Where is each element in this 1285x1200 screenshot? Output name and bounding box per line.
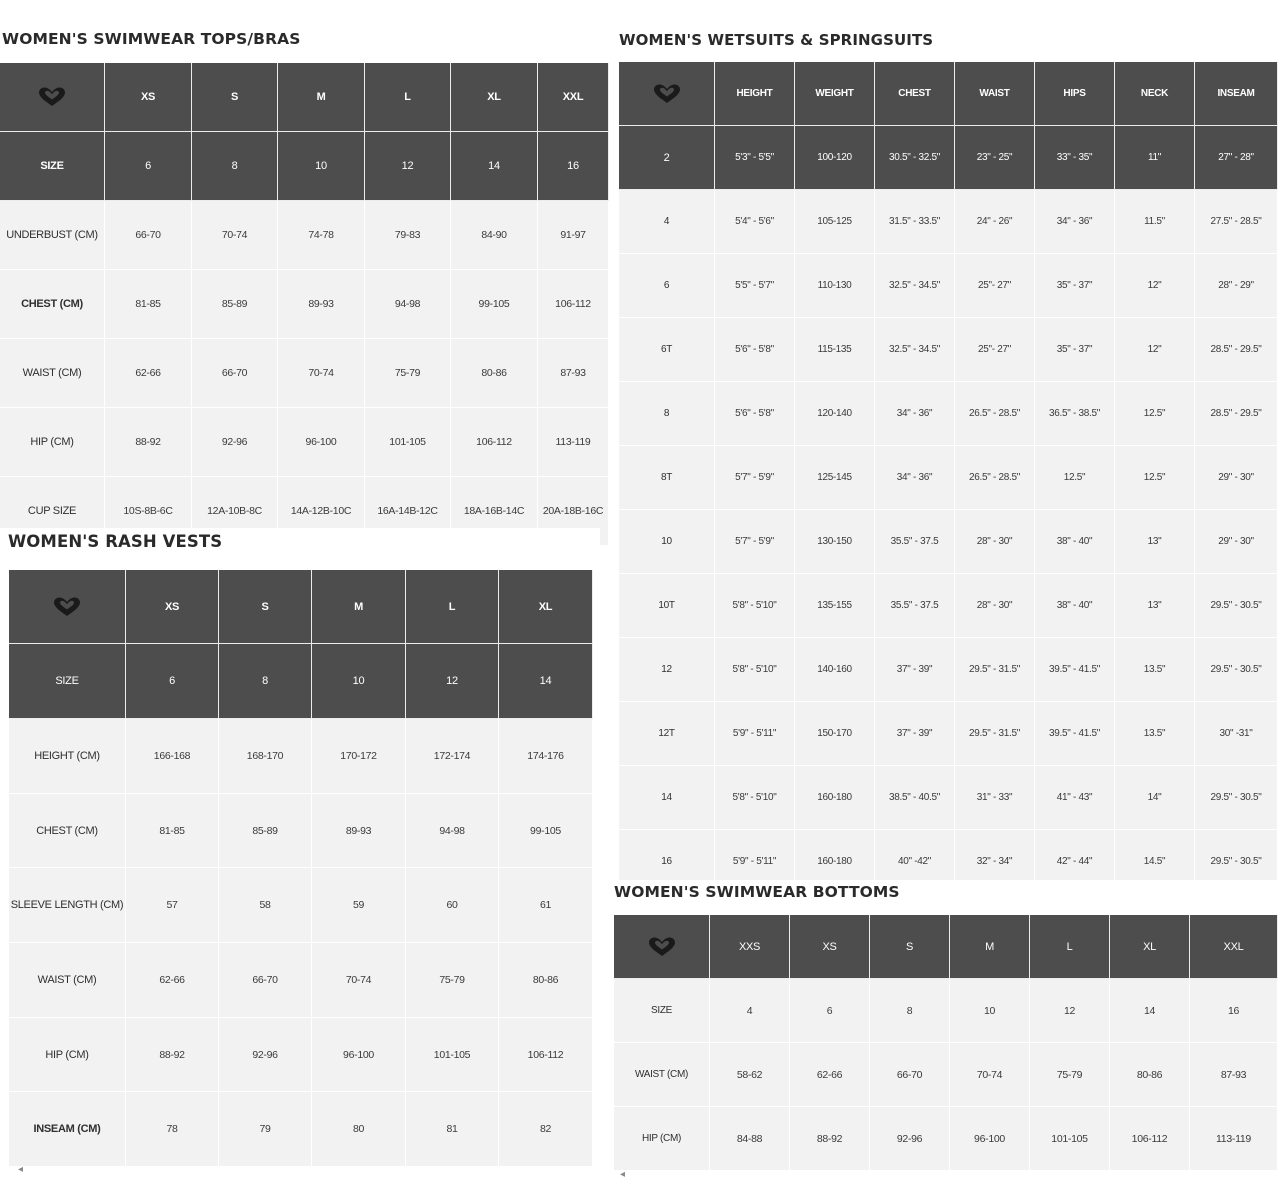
- table-cell: 39.5" - 41.5": [1035, 702, 1115, 766]
- rash-panel: [0, 528, 600, 1183]
- wetsuits-header-cell: INSEAM: [1195, 62, 1278, 126]
- table-cell: 94-98: [365, 270, 451, 339]
- table-cell: 85-89: [219, 794, 312, 868]
- table-cell: 35.5" - 37.5: [875, 510, 955, 574]
- table-cell: 14: [451, 132, 538, 201]
- table-cell: 87-93: [1190, 1043, 1278, 1107]
- table-cell: 135-155: [795, 574, 875, 638]
- table-cell: 57: [126, 868, 219, 943]
- table-cell: 81-85: [126, 794, 219, 868]
- wetsuits-header-cell: HIPS: [1035, 62, 1115, 126]
- bottoms-panel: [610, 880, 1285, 1180]
- table-row: [0, 270, 609, 339]
- bottoms-title: WOMEN'S SWIMWEAR BOTTOMS: [614, 883, 900, 901]
- row-label: UNDERBUST (CM): [0, 201, 105, 270]
- table-cell: 62-66: [790, 1043, 870, 1107]
- table-cell: 26.5" - 28.5": [955, 382, 1035, 446]
- table-cell: 166-168: [126, 719, 219, 794]
- roxy-logo-icon: [9, 570, 126, 644]
- table-cell: 12: [365, 132, 451, 201]
- table-row: [9, 794, 593, 868]
- table-cell: 80-86: [499, 943, 593, 1018]
- table-cell: 6: [126, 644, 219, 719]
- table-cell: 6: [105, 132, 192, 201]
- table-cell: 66-70: [219, 943, 312, 1018]
- table-cell: 10: [278, 132, 365, 201]
- table-cell: 10: [950, 979, 1030, 1043]
- bottoms-header-cell: XL: [1110, 915, 1190, 979]
- table-row: [9, 943, 593, 1018]
- table-row: [614, 1043, 1278, 1107]
- tops-header-cell: M: [278, 63, 365, 132]
- table-cell: 14.5": [1115, 830, 1195, 894]
- table-row: [619, 638, 1278, 702]
- row-label: 12T: [619, 702, 715, 766]
- table-cell: 4: [710, 979, 790, 1043]
- table-row: [9, 719, 593, 794]
- tops-size-row: [0, 132, 609, 201]
- table-cell: 38.5" - 40.5": [875, 766, 955, 830]
- tops-panel: [0, 28, 610, 543]
- table-cell: 75-79: [365, 339, 451, 408]
- table-cell: 62-66: [105, 339, 192, 408]
- row-label: HIP (CM): [0, 408, 105, 477]
- table-cell: 38" - 40": [1035, 574, 1115, 638]
- rash-header-cell: XL: [499, 570, 593, 644]
- bottoms-header-cell: S: [870, 915, 950, 979]
- table-cell: 88-92: [126, 1018, 219, 1092]
- table-row: [619, 702, 1278, 766]
- table-cell: 11": [1115, 126, 1195, 190]
- table-cell: 79-83: [365, 201, 451, 270]
- table-cell: 110-130: [795, 254, 875, 318]
- table-cell: 99-105: [499, 794, 593, 868]
- table-cell: 34" - 36": [875, 382, 955, 446]
- bottoms-header-cell: L: [1030, 915, 1110, 979]
- rash-header-cell: M: [312, 570, 406, 644]
- table-row: [0, 408, 609, 477]
- table-cell: 5'7" - 5'9": [715, 446, 795, 510]
- table-cell: 160-180: [795, 830, 875, 894]
- table-cell: 28" - 29": [1195, 254, 1278, 318]
- table-cell: 75-79: [406, 943, 499, 1018]
- table-cell: 8: [219, 644, 312, 719]
- table-cell: 31.5" - 33.5": [875, 190, 955, 254]
- table-cell: 13.5": [1115, 702, 1195, 766]
- table-cell: 12.5": [1115, 446, 1195, 510]
- table-cell: 70-74: [312, 943, 406, 1018]
- table-cell: 78: [126, 1092, 219, 1167]
- tops-header-cell: XL: [451, 63, 538, 132]
- table-cell: 10: [312, 644, 406, 719]
- table-row: [619, 318, 1278, 382]
- table-cell: 23" - 25": [955, 126, 1035, 190]
- table-cell: 172-174: [406, 719, 499, 794]
- table-cell: 12: [406, 644, 499, 719]
- wetsuits-body: [619, 190, 1278, 894]
- table-cell: 5'4" - 5'6": [715, 190, 795, 254]
- table-cell: 20A-18B-16C: [538, 477, 609, 546]
- wetsuits-size-2-row: [619, 126, 1278, 190]
- table-cell: 34" - 36": [875, 446, 955, 510]
- row-label: 6T: [619, 318, 715, 382]
- table-cell: 13": [1115, 574, 1195, 638]
- table-cell: 29.5" - 31.5": [955, 702, 1035, 766]
- table-cell: 18A-16B-14C: [451, 477, 538, 546]
- tops-header-cell: L: [365, 63, 451, 132]
- table-cell: 14": [1115, 766, 1195, 830]
- table-cell: 8: [192, 132, 278, 201]
- table-cell: 113-119: [538, 408, 609, 477]
- table-row: [619, 190, 1278, 254]
- table-cell: 5'9" - 5'11": [715, 830, 795, 894]
- wetsuits-header-cell: HEIGHT: [715, 62, 795, 126]
- table-cell: 100-120: [795, 126, 875, 190]
- table-row: [614, 979, 1278, 1043]
- table-cell: 91-97: [538, 201, 609, 270]
- table-cell: 5'6" - 5'8": [715, 382, 795, 446]
- rash-title: WOMEN'S RASH VESTS: [8, 532, 223, 551]
- table-cell: 85-89: [192, 270, 278, 339]
- row-label: 10: [619, 510, 715, 574]
- tops-size-label: SIZE: [0, 132, 105, 201]
- table-cell: 35" - 37": [1035, 318, 1115, 382]
- tops-table: [0, 63, 609, 546]
- table-cell: 39.5" - 41.5": [1035, 638, 1115, 702]
- table-cell: 30" -31": [1195, 702, 1278, 766]
- table-cell: 130-150: [795, 510, 875, 574]
- row-label: WAIST (CM): [0, 339, 105, 408]
- table-cell: 92-96: [219, 1018, 312, 1092]
- table-cell: 14: [1110, 979, 1190, 1043]
- table-cell: 16A-14B-12C: [365, 477, 451, 546]
- tops-header-cell: S: [192, 63, 278, 132]
- table-cell: 38" - 40": [1035, 510, 1115, 574]
- table-cell: 33" - 35": [1035, 126, 1115, 190]
- wetsuits-panel: [614, 28, 1285, 878]
- tops-header-cell: XS: [105, 63, 192, 132]
- table-cell: 115-135: [795, 318, 875, 382]
- wetsuits-title: WOMEN'S WETSUITS & SPRINGSUITS: [619, 31, 934, 49]
- row-label: 6: [619, 254, 715, 318]
- row-label: INSEAM (CM): [9, 1092, 126, 1167]
- table-cell: 14A-12B-10C: [278, 477, 365, 546]
- row-label: 2: [619, 126, 715, 190]
- table-cell: 34" - 36": [1035, 190, 1115, 254]
- table-cell: 16: [1190, 979, 1278, 1043]
- table-cell: 174-176: [499, 719, 593, 794]
- bottoms-header-cell: XXL: [1190, 915, 1278, 979]
- rash-header-cell: XS: [126, 570, 219, 644]
- table-cell: 29" - 30": [1195, 510, 1278, 574]
- wetsuits-header-cell: CHEST: [875, 62, 955, 126]
- table-cell: 94-98: [406, 794, 499, 868]
- row-label: HIP (CM): [9, 1018, 126, 1092]
- tops-header-cell: XXL: [538, 63, 609, 132]
- table-row: [9, 1092, 593, 1167]
- rash-size-row: [9, 644, 593, 719]
- table-row: [614, 1107, 1278, 1171]
- table-row: [9, 1018, 593, 1092]
- table-cell: 61: [499, 868, 593, 943]
- table-cell: 26.5" - 28.5": [955, 446, 1035, 510]
- table-cell: 5'5" - 5'7": [715, 254, 795, 318]
- table-cell: 58-62: [710, 1043, 790, 1107]
- tops-title: WOMEN'S SWIMWEAR TOPS/BRAS: [2, 30, 301, 48]
- table-cell: 5'7" - 5'9": [715, 510, 795, 574]
- table-cell: 31" - 33": [955, 766, 1035, 830]
- table-cell: 8: [870, 979, 950, 1043]
- table-cell: 29.5" - 30.5": [1195, 830, 1278, 894]
- table-cell: 101-105: [1030, 1107, 1110, 1171]
- table-cell: 28.5" - 29.5": [1195, 382, 1278, 446]
- row-label: SLEEVE LENGTH (CM): [9, 868, 126, 943]
- table-cell: 14: [499, 644, 593, 719]
- table-row: [619, 382, 1278, 446]
- table-cell: 80-86: [451, 339, 538, 408]
- table-cell: 5'9" - 5'11": [715, 702, 795, 766]
- table-cell: 30.5" - 32.5": [875, 126, 955, 190]
- table-cell: 106-112: [1110, 1107, 1190, 1171]
- table-cell: 28" - 30": [955, 574, 1035, 638]
- table-row: [619, 766, 1278, 830]
- table-cell: 80: [312, 1092, 406, 1167]
- table-cell: 99-105: [451, 270, 538, 339]
- table-cell: 32.5" - 34.5": [875, 318, 955, 382]
- table-cell: 60: [406, 868, 499, 943]
- table-cell: 96-100: [278, 408, 365, 477]
- table-cell: 12.5": [1035, 446, 1115, 510]
- table-cell: 92-96: [192, 408, 278, 477]
- table-cell: 12": [1115, 318, 1195, 382]
- table-cell: 88-92: [790, 1107, 870, 1171]
- table-cell: 66-70: [192, 339, 278, 408]
- tops-header-row: [0, 63, 609, 132]
- table-row: [0, 201, 609, 270]
- table-cell: 12: [1030, 979, 1110, 1043]
- wetsuits-header-cell: WAIST: [955, 62, 1035, 126]
- row-label: 16: [619, 830, 715, 894]
- wetsuits-header-cell: NECK: [1115, 62, 1195, 126]
- wetsuits-table: [619, 62, 1278, 894]
- table-cell: 82: [499, 1092, 593, 1167]
- scroll-tick-mark: ◂: [18, 1164, 24, 1175]
- row-label: WAIST (CM): [614, 1043, 710, 1107]
- table-cell: 105-125: [795, 190, 875, 254]
- row-label: 10T: [619, 574, 715, 638]
- table-cell: 13.5": [1115, 638, 1195, 702]
- table-cell: 29" - 30": [1195, 446, 1278, 510]
- table-cell: 25"- 27": [955, 254, 1035, 318]
- table-cell: 29.5" - 30.5": [1195, 766, 1278, 830]
- table-cell: 120-140: [795, 382, 875, 446]
- table-cell: 79: [219, 1092, 312, 1167]
- row-label: HEIGHT (CM): [9, 719, 126, 794]
- table-cell: 96-100: [312, 1018, 406, 1092]
- row-label: 8: [619, 382, 715, 446]
- bottoms-header-cell: XXS: [710, 915, 790, 979]
- rash-size-label: SIZE: [9, 644, 126, 719]
- table-cell: 11.5": [1115, 190, 1195, 254]
- rash-header-cell: S: [219, 570, 312, 644]
- table-cell: 41" - 43": [1035, 766, 1115, 830]
- table-cell: 24" - 26": [955, 190, 1035, 254]
- table-cell: 125-145: [795, 446, 875, 510]
- table-cell: 74-78: [278, 201, 365, 270]
- table-cell: 29.5" - 30.5": [1195, 638, 1278, 702]
- table-row: [619, 254, 1278, 318]
- table-row: [619, 574, 1278, 638]
- table-cell: 84-90: [451, 201, 538, 270]
- table-cell: 66-70: [105, 201, 192, 270]
- table-cell: 28.5" - 29.5": [1195, 318, 1278, 382]
- roxy-logo-icon: [619, 62, 715, 126]
- table-cell: 32.5" - 34.5": [875, 254, 955, 318]
- table-cell: 37" - 39": [875, 702, 955, 766]
- table-cell: 25"- 27": [955, 318, 1035, 382]
- table-cell: 13": [1115, 510, 1195, 574]
- table-cell: 16: [538, 132, 609, 201]
- scroll-tick-mark: ◂: [620, 1169, 626, 1180]
- rash-header-row: [9, 570, 593, 644]
- table-cell: 84-88: [710, 1107, 790, 1171]
- table-row: [0, 339, 609, 408]
- table-cell: 70-74: [950, 1043, 1030, 1107]
- table-cell: 106-112: [538, 270, 609, 339]
- table-cell: 5'8" - 5'10": [715, 574, 795, 638]
- row-label: 8T: [619, 446, 715, 510]
- table-cell: 62-66: [126, 943, 219, 1018]
- row-label: 4: [619, 190, 715, 254]
- row-label: 12: [619, 638, 715, 702]
- bottoms-header-row: [614, 915, 1278, 979]
- row-label: SIZE: [614, 979, 710, 1043]
- bottoms-header-cell: XS: [790, 915, 870, 979]
- table-cell: 58: [219, 868, 312, 943]
- table-cell: 5'3" - 5'5": [715, 126, 795, 190]
- table-cell: 101-105: [406, 1018, 499, 1092]
- table-cell: 75-79: [1030, 1043, 1110, 1107]
- table-cell: 92-96: [870, 1107, 950, 1171]
- row-label: HIP (CM): [614, 1107, 710, 1171]
- table-row: [619, 510, 1278, 574]
- table-cell: 89-93: [312, 794, 406, 868]
- wetsuits-header-row: [619, 62, 1278, 126]
- row-label: CHEST (CM): [9, 794, 126, 868]
- roxy-logo-icon: [0, 63, 105, 132]
- row-label: CHEST (CM): [0, 270, 105, 339]
- table-cell: 37" - 39": [875, 638, 955, 702]
- table-cell: 150-170: [795, 702, 875, 766]
- table-cell: 88-92: [105, 408, 192, 477]
- table-cell: 35" - 37": [1035, 254, 1115, 318]
- wetsuits-header-cell: WEIGHT: [795, 62, 875, 126]
- table-cell: 59: [312, 868, 406, 943]
- table-cell: 29.5" - 31.5": [955, 638, 1035, 702]
- table-cell: 70-74: [192, 201, 278, 270]
- table-cell: 66-70: [870, 1043, 950, 1107]
- table-cell: 32" - 34": [955, 830, 1035, 894]
- row-label: WAIST (CM): [9, 943, 126, 1018]
- table-cell: 12A-10B-8C: [192, 477, 278, 546]
- table-cell: 106-112: [499, 1018, 593, 1092]
- row-label: 14: [619, 766, 715, 830]
- table-cell: 70-74: [278, 339, 365, 408]
- table-cell: 168-170: [219, 719, 312, 794]
- table-cell: 81-85: [105, 270, 192, 339]
- rash-header-cell: L: [406, 570, 499, 644]
- table-cell: 106-112: [451, 408, 538, 477]
- table-cell: 89-93: [278, 270, 365, 339]
- table-cell: 101-105: [365, 408, 451, 477]
- table-cell: 87-93: [538, 339, 609, 408]
- table-cell: 29.5" - 30.5": [1195, 574, 1278, 638]
- table-cell: 35.5" - 37.5: [875, 574, 955, 638]
- table-cell: 5'8" - 5'10": [715, 766, 795, 830]
- table-cell: 40" -42": [875, 830, 955, 894]
- table-cell: 5'6" - 5'8": [715, 318, 795, 382]
- table-row: [9, 868, 593, 943]
- table-cell: 12": [1115, 254, 1195, 318]
- table-cell: 80-86: [1110, 1043, 1190, 1107]
- table-cell: 27.5" - 28.5": [1195, 190, 1278, 254]
- bottoms-header-cell: M: [950, 915, 1030, 979]
- table-cell: 10S-8B-6C: [105, 477, 192, 546]
- table-cell: 5'8" - 5'10": [715, 638, 795, 702]
- table-cell: 170-172: [312, 719, 406, 794]
- bottoms-table: [614, 915, 1278, 1171]
- table-cell: 28" - 30": [955, 510, 1035, 574]
- table-cell: 140-160: [795, 638, 875, 702]
- rash-table: [9, 570, 593, 1167]
- table-cell: 42" - 44": [1035, 830, 1115, 894]
- table-row: [619, 446, 1278, 510]
- row-label: CUP SIZE: [0, 477, 105, 546]
- roxy-logo-icon: [614, 915, 710, 979]
- table-cell: 27" - 28": [1195, 126, 1278, 190]
- table-cell: 96-100: [950, 1107, 1030, 1171]
- table-cell: 6: [790, 979, 870, 1043]
- table-cell: 12.5": [1115, 382, 1195, 446]
- table-cell: 81: [406, 1092, 499, 1167]
- table-cell: 113-119: [1190, 1107, 1278, 1171]
- table-cell: 36.5" - 38.5": [1035, 382, 1115, 446]
- table-cell: 160-180: [795, 766, 875, 830]
